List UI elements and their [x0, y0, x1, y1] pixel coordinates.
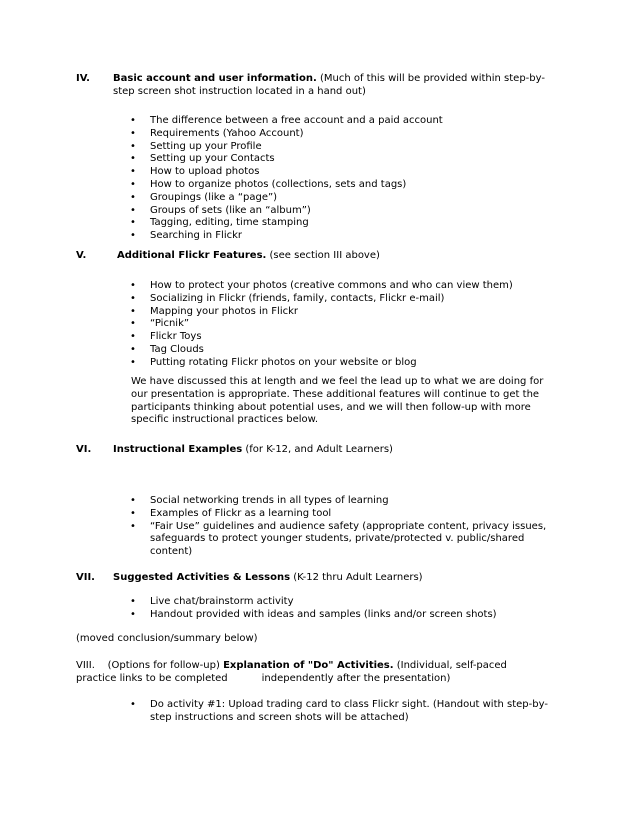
- moved-note: (moved conclusion/summary below): [76, 633, 258, 644]
- bullet-list: [0, 699, 638, 725]
- section-note: (for K-12, and Adult Learners): [242, 444, 393, 455]
- section-title: Basic account and user information.: [113, 73, 317, 84]
- section-title: Suggested Activities & Lessons: [113, 572, 291, 583]
- list-item: • Putting rotating Flickr photos on your website or blog: [0, 357, 560, 370]
- section-heading: [117, 250, 567, 263]
- section-title: Instructional Examples: [113, 444, 243, 455]
- list-item: • Flickr Toys: [0, 331, 560, 344]
- list-item: • Requirements (Yahoo Account): [0, 128, 560, 141]
- section-number: VIII.: [76, 660, 95, 671]
- list-item: • How to upload photos: [0, 166, 560, 179]
- bullet-list: [0, 596, 638, 622]
- list-item: • Handout provided with ideas and samples (links and/or screen shots): [0, 609, 560, 622]
- bullet-list: [0, 495, 638, 559]
- bullet-list: [0, 115, 638, 243]
- section-title: Additional Flickr Features.: [117, 250, 267, 261]
- section-number: IV.: [76, 73, 90, 84]
- section-pre: (Options for follow-up): [107, 660, 224, 671]
- section-note: (see section III above): [266, 250, 380, 261]
- list-item: • How to protect your photos (creative commons and who can view them): [0, 280, 560, 293]
- section-heading-line2: [76, 673, 576, 686]
- bullet-list: [0, 280, 638, 370]
- section-heading: [113, 572, 563, 585]
- list-item: • Do activity #1: Upload trading card to class Flickr sight. (Handout with step-by-step instructions and screen shots will be attached): [0, 699, 560, 725]
- list-item: • Tagging, editing, time stamping: [0, 217, 560, 230]
- list-item: • “Fair Use” guidelines and audience safety (appropriate content, privacy issues, safeguards to protect younger students, private/protected v. public/shared content): [0, 521, 560, 559]
- section-heading: [113, 73, 563, 99]
- list-item: • Social networking trends in all types of learning: [0, 495, 560, 508]
- section-number: VI.: [76, 444, 92, 455]
- list-item: • Setting up your Contacts: [0, 153, 560, 166]
- list-item: • Groupings (like a “page”): [0, 192, 560, 205]
- list-item: • Groups of sets (like an “album”): [0, 205, 560, 218]
- list-item: • The difference between a free account and a paid account: [0, 115, 560, 128]
- section-note: (K-12 thru Adult Learners): [290, 572, 423, 583]
- list-item: • Setting up your Profile: [0, 141, 560, 154]
- list-item: • “Picnik”: [0, 318, 560, 331]
- section-note: (Individual, self-paced: [393, 660, 507, 671]
- list-item: • Examples of Flickr as a learning tool: [0, 508, 560, 521]
- section-number: VII.: [76, 572, 95, 583]
- section-paragraph: We have discussed this at length and we feel the lead up to what we are doing for our presentation is appropriate. These additional features will continue to get the participants thinking about potential uses, and we will then follow-up with more specific instructional practices below.: [131, 376, 544, 426]
- list-item: • Live chat/brainstorm activity: [0, 596, 560, 609]
- list-item: • Tag Clouds: [0, 344, 560, 357]
- section-heading: [113, 444, 563, 457]
- list-item: • Mapping your photos in Flickr: [0, 306, 560, 319]
- section-title: Explanation of "Do" Activities.: [223, 660, 394, 671]
- list-item: • How to organize photos (collections, sets and tags): [0, 179, 560, 192]
- section-note-b: independently after the presentation): [261, 673, 451, 684]
- list-item: • Socializing in Flickr (friends, family, contacts, Flickr e-mail): [0, 293, 560, 306]
- section-heading: [76, 660, 576, 673]
- section-number: V.: [76, 250, 87, 261]
- section-note-a: practice links to be completed: [76, 673, 228, 684]
- list-item: • Searching in Flickr: [0, 230, 560, 243]
- section-note: (Much of this will be provided within step-by-step screen shot instruction located in a hand out): [113, 73, 545, 97]
